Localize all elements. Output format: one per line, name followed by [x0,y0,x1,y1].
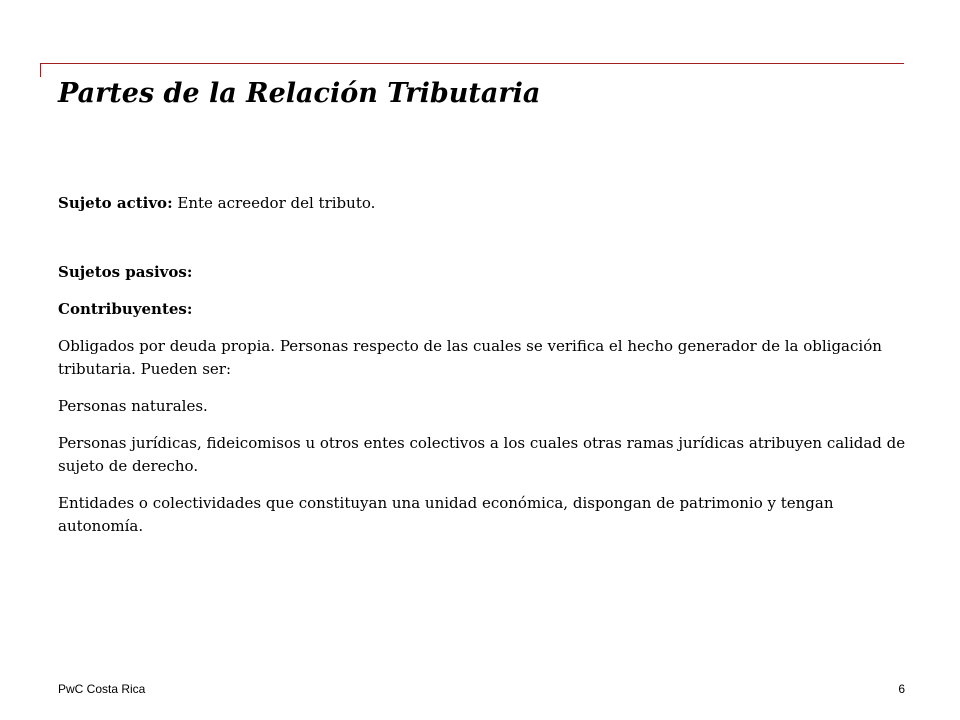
footer-company: PwC Costa Rica [58,682,146,696]
personas-naturales-item: Personas naturales. [58,397,208,415]
sujeto-activo-line [58,192,908,215]
contribuyentes-paragraph: Obligados por deuda propia. Personas respecto de las cuales se verifica el hecho generador de la obligación tributaria. Pueden ser: [58,337,882,378]
sujeto-activo-text: Ente acreedor del tributo. [177,194,376,212]
personas-juridicas-item: Personas jurídicas, fideicomisos u otros entes colectivos a los cuales otras ramas jurídicas atribuyen calidad de sujeto de derecho. [58,434,906,475]
slide-body [58,192,908,538]
page-number: 6 [898,682,905,696]
slide-title: Partes de la Relación Tributaria [58,78,541,109]
title-rule-tick [40,63,41,77]
sujeto-activo-label: Sujeto activo: [58,194,173,212]
contribuyentes-heading: Contribuyentes: [58,300,193,318]
entidades-item: Entidades o colectividades que constituyan una unidad económica, dispongan de patrimonio y tengan autonomía. [58,494,834,535]
title-rule-line [40,63,904,64]
sujetos-pasivos-heading: Sujetos pasivos: [58,263,193,281]
